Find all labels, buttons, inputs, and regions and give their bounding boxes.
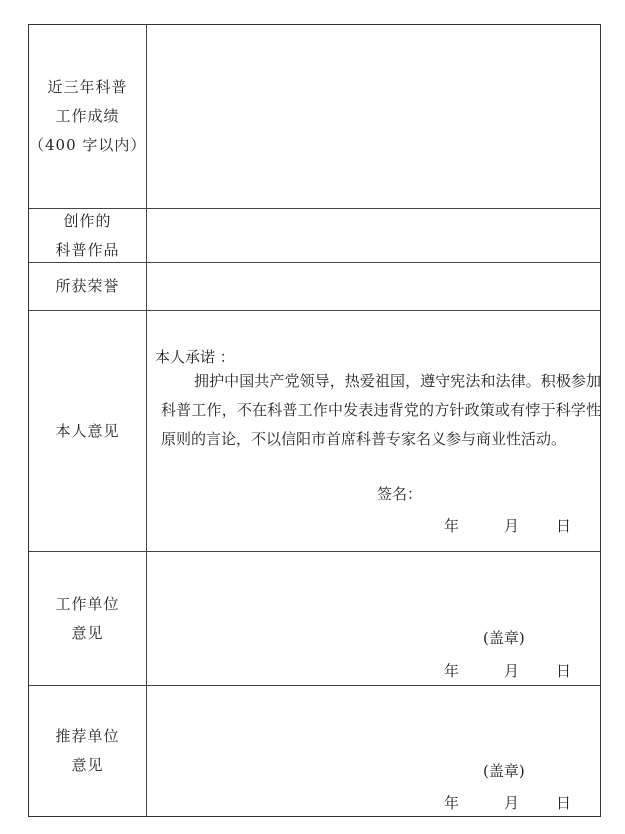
signature-date-month: 月 — [504, 517, 520, 535]
employer-date-year: 年 — [444, 662, 460, 680]
recommender-opinion-label — [29, 686, 147, 816]
works-label — [29, 209, 147, 262]
employer-label-line-1: 工作单位 — [55, 594, 120, 613]
employer-label-line-2: 意见 — [71, 623, 104, 642]
employer-seal-label: (盖章) — [483, 629, 525, 647]
pledge-text: 拥护中国共产党领导，热爱祖国，遵守宪法和法律。积极参加科普工作，不在科普工作中发表违背党的方针政策或有悖于科学性原则的言论，不以信阳市首席科普专家名义参与商业性活动。 — [161, 372, 601, 448]
achievements-label-line-2: 工作成绩 — [55, 107, 120, 125]
honors-label-text: 所获荣誉 — [55, 277, 120, 295]
recommender-label-line-2: 意见 — [71, 756, 104, 774]
pledge-title: 本人承诺 ： — [155, 348, 235, 366]
achievements-field[interactable] — [147, 25, 600, 208]
row-honors — [29, 263, 600, 311]
personal-opinion-label — [29, 311, 147, 551]
personal-opinion-label-text: 本人意见 — [55, 421, 120, 440]
row-works — [29, 209, 600, 263]
achievements-label-line-3: （400 字以内） — [29, 136, 147, 154]
recommender-date-year: 年 — [444, 794, 460, 812]
works-label-line-1: 创作的 — [63, 211, 112, 230]
signature-date-day: 日 — [556, 517, 572, 535]
row-personal-opinion — [29, 311, 600, 552]
works-field[interactable] — [147, 209, 600, 262]
works-label-line-2: 科普作品 — [55, 240, 120, 259]
recommender-label-line-1: 推荐单位 — [55, 727, 120, 745]
signature-label: 签名： — [377, 485, 423, 503]
employer-date-month: 月 — [504, 662, 520, 680]
application-form-table — [28, 24, 601, 817]
row-employer-opinion — [29, 552, 600, 686]
recommender-date-month: 月 — [504, 794, 520, 812]
row-recommender-opinion — [29, 686, 600, 816]
honors-label — [29, 263, 147, 310]
row-achievements — [29, 25, 600, 209]
recommender-seal-label: (盖章) — [483, 762, 525, 780]
recommender-opinion-field[interactable] — [147, 686, 600, 816]
achievements-label — [29, 25, 147, 208]
employer-opinion-field[interactable] — [147, 552, 600, 685]
honors-field[interactable] — [147, 263, 600, 310]
employer-opinion-label — [29, 552, 147, 685]
pledge-text-block — [161, 367, 601, 454]
personal-opinion-field — [147, 311, 600, 551]
employer-date-day: 日 — [556, 662, 572, 680]
achievements-label-line-1: 近三年科普 — [47, 78, 128, 96]
recommender-date-day: 日 — [556, 794, 572, 812]
signature-date-year: 年 — [444, 517, 460, 535]
